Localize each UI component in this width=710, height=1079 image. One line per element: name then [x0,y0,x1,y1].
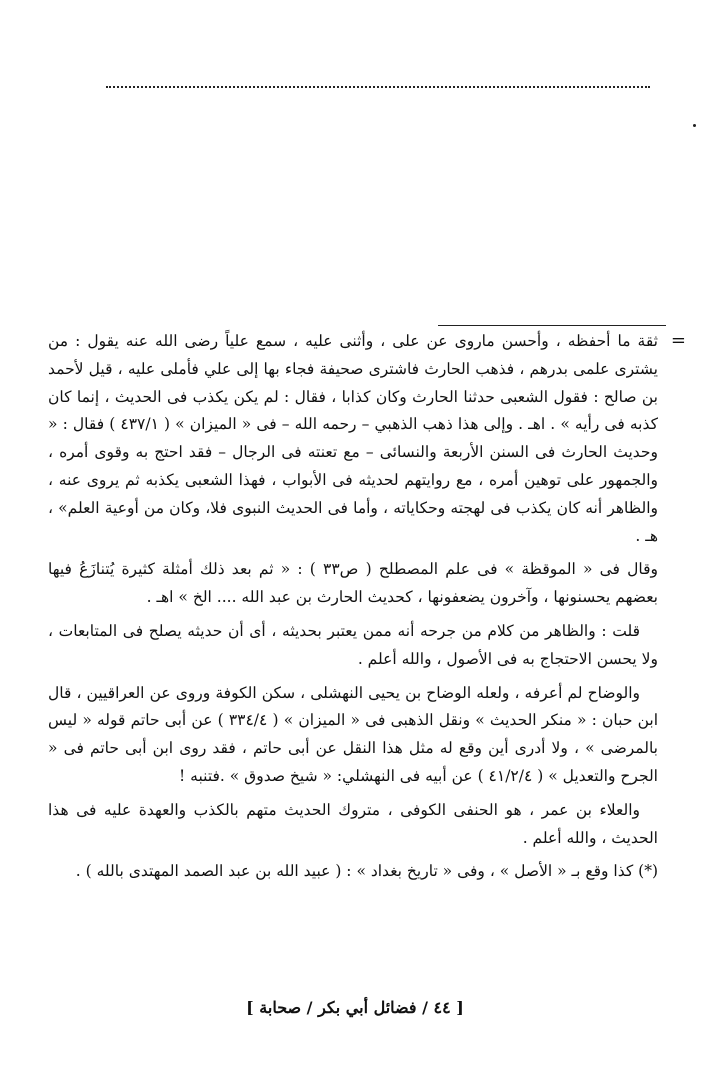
paragraph-1: ثقة ما أحفظه ، وأحسن ماروى عن على ، وأثنى عليه ، سمع علياً رضى الله عنه يقول : من يشترى علمى بدرهم ، فذهب الحارث فاشترى صحيفة فجاء بها إلى علي فأملى عليه ، قيل لأحمد بن صالح : فقول الشعبى حدثنا الحارث وكان كذابا ، فقال : لم يكن يكذب فى الحديث ، إنما كان كذبه فى رأيه » . اهـ . وإلى هذا ذهب الذهبي – رحمه الله – فى « الميزان » ( ٤٣٧/١ ) فقال : « وحديث الحارث فى السنن الأربعة والنسائى – مع تعنته فى الرجال – فقد احتج به وقوى أمره ، والجمهور على توهين أمره ، مع روايتهم لحديثه فى الأبواب ، فهذا الشعبى يكذبه ثم يروى عنه ، والظاهر أنه كان يكذب فى لهجته وحكاياته ، وأما فى الحديث النبوى فلا، وكان من أوعية العلم» ، هـ . [48,332,658,545]
asterisk-note: (*) كذا وقع بـ « الأصل » ، وفى « تاريخ بغداد » : ( عبيد الله بن عبد الصمد المهتدى بالله ) . [75,862,658,881]
margin-dot [693,124,696,127]
footnote-text [48,328,658,892]
page-footer [0,998,710,1017]
paragraph-2: وقال فى « الموقظة » فى علم المصطلح ( ص٣٣ ) : « ثم بعد ذلك أمثلة كثيرة يُتنازَعُ فيها بعضهم يحسنونها ، وآخرون يضعفونها ، كحديث الحارث بن عبد الله .... الخ » اهـ . [48,560,658,607]
header-dotted-rule [106,86,650,88]
footnote-separator [438,325,666,326]
continuation-mark: = [670,330,686,351]
paragraph-5: والعلاء بن عمر ، هو الحنفى الكوفى ، متروك الحديث متهم بالكذب والعهدة عليه فى هذا الحديث ، والله أعلم . [48,800,658,847]
footer-label: [ ٤٤ / فضائل أبي بكر / صحابة ] [246,998,464,1017]
paragraph-3: قلت : والظاهر من كلام من جرحه أنه ممن يعتبر بحديثه ، أى أن حديثه يصلح فى المتابعات ، ولا يحسن الاحتجاج به فى الأصول ، والله أعلم . [48,621,658,668]
paragraph-4: والوضاح لم أعرفه ، ولعله الوضاح بن يحيى النهشلى ، سكن الكوفة وروى عن العراقيين ، قال ابن حبان : « منكر الحديث » ونقل الذهبى فى « الميزان » ( ٣٣٤/٤ ) عن أبى حاتم قوله « ليس بالمرضى » ، ولا أدرى أين وقع له مثل هذا النقل عن أبى حاتم ، فقد روى ابن أبى حاتم فى « الجرح والتعديل » ( ٤١/٢/٤ ) عن أبيه فى النهشلي: « شيخ صدوق » .فتنبه ! [48,683,659,785]
